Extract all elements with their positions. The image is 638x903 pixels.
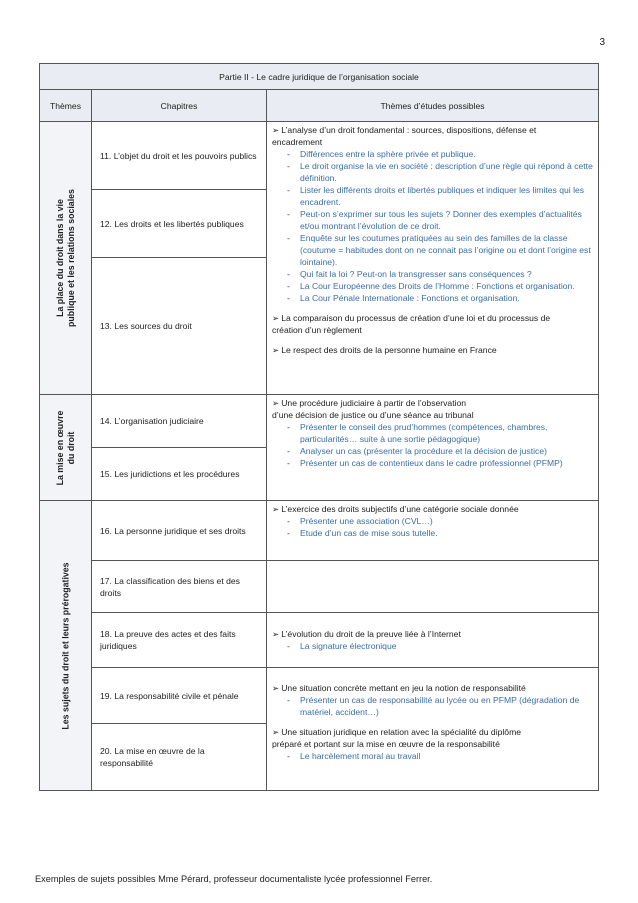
section-theme-line: du droit xyxy=(65,431,76,464)
column-header-study-themes: Thèmes d’études possibles xyxy=(267,90,599,122)
chapter-18: 18. La preuve des actes et des faits juridiques xyxy=(92,613,267,668)
theme-item: - La Cour Européenne des Droits de l’Homme : Fonctions et organisation. xyxy=(272,280,594,292)
column-header-chapters: Chapitres xyxy=(92,90,267,122)
theme-item: - Présenter le conseil des prud’hommes (compétences, chambres, particularités… suite à une sortie pédagogique) xyxy=(272,421,594,445)
theme-item: - Enquête sur les coutumes pratiquées au sein des familles de la classe (coutume = habitudes dont on ne connait pas l’origine ou et dont l’origine est lointaine). xyxy=(272,232,594,268)
theme-item: - Le droit organise la vie en société : description d’une règle qui répond à cette définition. xyxy=(272,160,594,184)
chapter-19: 19. La responsabilité civile et pénale xyxy=(92,668,267,724)
theme-item: - Le harcèlement moral au travail xyxy=(272,750,594,762)
theme-respect: ➢ Le respect des droits de la personne humaine en France xyxy=(272,344,594,356)
study-themes-section-2 xyxy=(267,395,599,501)
part-title: Partie II - Le cadre juridique de l’organisation sociale xyxy=(40,64,599,90)
theme-comparison-cont: création d’un règlement xyxy=(272,325,362,335)
theme-item: - La Cour Pénale Internationale : Fonctions et organisation. xyxy=(272,292,594,304)
chapter-12: 12. Les droits et les libertés publiques xyxy=(92,190,267,258)
theme-intro: ➢ Une situation concrète mettant en jeu la notion de responsabilité xyxy=(272,682,594,694)
chapter-16: 16. La personne juridique et ses droits xyxy=(92,501,267,561)
theme-item: - Présenter un cas de responsabilité au lycée ou en PFMP (dégradation de matériel, accident…) xyxy=(272,694,594,718)
footer-note: Exemples de sujets possibles Mme Pérard, professeur documentaliste lycée professionnel Ferrer. xyxy=(35,874,433,884)
chapter-20: 20. La mise en œuvre de la responsabilité xyxy=(92,724,267,791)
theme-intro: ➢ Une situation juridique en relation avec la spécialité du diplôme xyxy=(272,726,594,738)
theme-item: - Analyser un cas (présenter la procédure et la décision de justice) xyxy=(272,445,594,457)
theme-item: - Lister les différents droits et libertés publiques et indiquer les limites qui les encadrent. xyxy=(272,184,594,208)
section-theme-implementation xyxy=(40,395,92,501)
chapter-11: 11. L’objet du droit et les pouvoirs publics xyxy=(92,122,267,190)
theme-item: - Peut-on s’exprimer sur tous les sujets ? Donner des exemples d’actualités et/ou montrant l’évolution de ce droit. xyxy=(272,208,594,232)
theme-intro: ➢ L’analyse d’un droit fondamental : sources, dispositions, défense et xyxy=(272,124,594,136)
page-number: 3 xyxy=(599,37,605,48)
chapter-17: 17. La classification des biens et des droits xyxy=(92,561,267,613)
section-theme-public-life xyxy=(40,122,92,395)
theme-intro: ➢ Une procédure judiciaire à partir de l’observation xyxy=(272,397,594,409)
section-theme-line: Les sujets du droit et leurs prérogatives xyxy=(60,561,70,730)
study-themes-ch17 xyxy=(267,561,599,613)
study-themes-ch16 xyxy=(267,501,599,561)
theme-item: - Etude d’un cas de mise sous tutelle. xyxy=(272,527,594,539)
theme-comparison: ➢ La comparaison du processus de création d’une loi et du processus de xyxy=(272,312,594,324)
section-theme-line: La place du droit dans la vie xyxy=(54,199,65,317)
theme-intro: ➢ L’exercice des droits subjectifs d’une catégorie sociale donnée xyxy=(272,503,594,515)
chapter-15: 15. Les juridictions et les procédures xyxy=(92,448,267,501)
theme-item: - Qui fait la loi ? Peut-on la transgresser sans conséquences ? xyxy=(272,268,594,280)
section-theme-subjects xyxy=(40,501,92,791)
study-themes-ch18 xyxy=(267,613,599,668)
theme-intro-cont: d’une décision de justice ou d’une séance au tribunal xyxy=(272,410,474,420)
section-theme-line: La mise en œuvre xyxy=(54,410,65,485)
theme-intro: ➢ L’évolution du droit de la preuve liée à l’Internet xyxy=(272,628,594,640)
theme-intro-cont: préparé et portant sur la mise en œuvre de la responsabilité xyxy=(272,739,500,749)
section-theme-line: publique et les relations sociales xyxy=(65,189,76,327)
theme-item: - Présenter une association (CVL…) xyxy=(272,515,594,527)
program-table xyxy=(39,63,599,791)
column-header-themes: Thèmes xyxy=(40,90,92,122)
theme-item: - Différences entre la sphère privée et publique. xyxy=(272,148,594,160)
chapter-13: 13. Les sources du droit xyxy=(92,258,267,395)
theme-item: - Présenter un cas de contentieux dans le cadre professionnel (PFMP) xyxy=(272,457,594,469)
study-themes-section-1 xyxy=(267,122,599,395)
theme-item: - La signature électronique xyxy=(272,640,594,652)
study-themes-ch19-20 xyxy=(267,668,599,791)
theme-intro-cont: encadrement xyxy=(272,137,323,147)
chapter-14: 14. L’organisation judiciaire xyxy=(92,395,267,448)
